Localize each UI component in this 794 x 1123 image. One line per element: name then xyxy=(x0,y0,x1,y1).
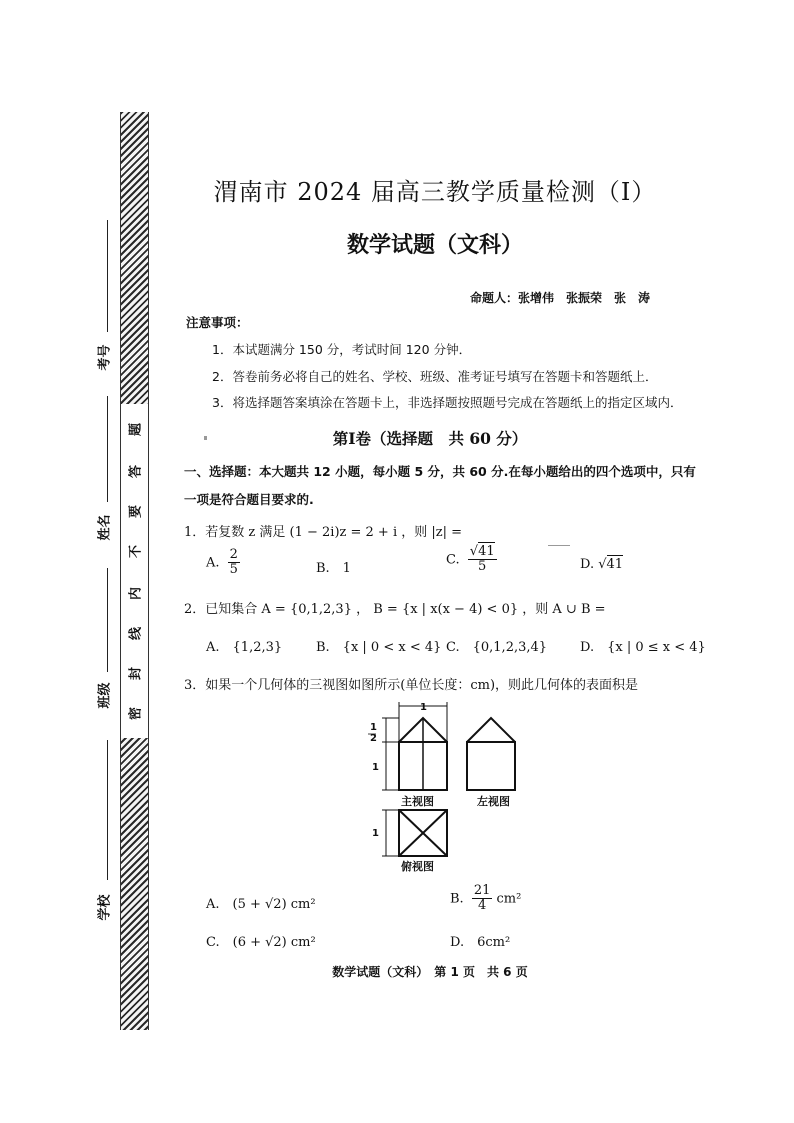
q1-option-d[interactable]: D. √41 xyxy=(580,557,624,572)
student-name-label: 姓名 xyxy=(97,514,113,541)
school-label: 学校 xyxy=(97,894,113,921)
denominator: 5 xyxy=(478,559,487,575)
option-label: C. xyxy=(446,552,460,568)
notice-item: 1．本试题满分 150 分，考试时间 120 分钟． xyxy=(212,342,472,357)
q1-option-c[interactable] xyxy=(446,545,497,575)
side-view-roof xyxy=(467,718,515,742)
question-3-stem: 3．如果一个几何体的三视图如图所示(单位长度：cm)，则此几何体的表面积是 xyxy=(184,678,639,693)
radicand: 41 xyxy=(606,557,624,572)
scan-speck xyxy=(204,436,207,440)
notice-item: 2．答卷前务必将自己的姓名、学校、班级、准考证号填写在答题卡和答题纸上． xyxy=(212,369,658,384)
exam-subtitle: 数学试题（文科） xyxy=(346,233,523,258)
page-footer: 数学试题（文科） 第 1 页 共 6 页 xyxy=(332,965,528,979)
question-2-stem: 2．已知集合 A = {0,1,2,3} ， B = {x | x(x − 4) < 0} ，则 A ∪ B = xyxy=(184,602,606,617)
seal-char: 要 xyxy=(128,505,144,519)
notice-heading: 注意事项： xyxy=(186,315,249,330)
seal-char: 答 xyxy=(128,465,144,479)
exam-title: 渭南市 2024 届高三教学质量检测（Ⅰ） xyxy=(213,178,657,206)
unit: cm² xyxy=(496,891,522,907)
class-label: 班级 xyxy=(97,682,113,709)
denominator: 5 xyxy=(229,562,238,578)
q3-option-d[interactable]: D. 6cm² xyxy=(450,935,511,950)
seal-char: 内 xyxy=(128,587,144,601)
notice-item: 3．将选择题答案填涂在答题卡上，非选择题按照题号完成在答题纸上的指定区域内． xyxy=(212,395,683,410)
seal-char: 封 xyxy=(128,667,144,681)
top-view-label: 俯视图 xyxy=(401,860,434,873)
seal-char: 密 xyxy=(128,707,144,721)
seal-char: 不 xyxy=(128,545,144,559)
q3-option-c[interactable]: C. (6 + √2) cm² xyxy=(206,935,316,950)
numerator: 21 xyxy=(473,883,491,898)
seal-char: 题 xyxy=(128,423,144,437)
option-label: D. xyxy=(580,557,595,572)
q2-option-c[interactable]: C. {0,1,2,3,4} xyxy=(446,640,548,655)
seal-char: 线 xyxy=(128,627,144,641)
side-view-label: 左视图 xyxy=(477,795,510,808)
fraction xyxy=(228,548,240,578)
three-view-figure xyxy=(362,700,532,875)
seal-line-area xyxy=(120,404,149,738)
dim-label: 1 xyxy=(420,702,427,713)
school-field[interactable] xyxy=(107,740,108,880)
fraction xyxy=(468,545,497,575)
q3-option-a[interactable]: A. (5 + √2) cm² xyxy=(206,897,316,912)
q1-option-b[interactable]: B. 1 xyxy=(316,561,351,576)
question-1-stem: 1．若复数 z 满足 (1 − 2i)z = 2 + i ，则 |z| = xyxy=(184,525,463,540)
side-view-square xyxy=(467,742,515,790)
radicand: 41 xyxy=(478,544,495,559)
q2-option-a[interactable]: A. {1,2,3} xyxy=(206,640,283,655)
exam-number-field[interactable] xyxy=(107,220,108,332)
dim-label: 1 xyxy=(372,762,379,773)
option-label: B. xyxy=(450,891,464,907)
dim-label: 1 xyxy=(370,722,377,733)
q2-option-b[interactable]: B. {x | 0 < x < 4} xyxy=(316,640,442,655)
section-instructions: 一项是符合题目要求的. xyxy=(184,492,314,507)
class-field[interactable] xyxy=(107,568,108,672)
dim-label: 1 xyxy=(372,828,379,839)
section-instructions: 一、选择题：本大题共 12 小题，每小题 5 分，共 60 分.在每小题给出的四个选项中，只有 xyxy=(184,464,696,479)
exam-number-label: 考号 xyxy=(97,344,113,371)
q3-option-b[interactable] xyxy=(450,884,521,914)
front-view-label: 主视图 xyxy=(401,795,434,808)
numerator: 2 xyxy=(229,547,238,562)
option-label: A. xyxy=(206,555,220,571)
fraction xyxy=(472,884,493,914)
student-name-field[interactable] xyxy=(107,396,108,502)
part-title: 第Ⅰ卷（选择题 共 60 分） xyxy=(332,429,528,448)
q2-option-d[interactable]: D. {x | 0 ≤ x < 4} xyxy=(580,640,706,655)
q1-option-a[interactable] xyxy=(206,548,240,578)
scan-speck xyxy=(548,545,570,546)
dim-label: 2 xyxy=(370,733,377,744)
denominator: 4 xyxy=(477,898,487,914)
authors: 命题人：张增伟 张振荣 张 涛 xyxy=(470,291,651,305)
numerator: √41 xyxy=(469,544,495,559)
